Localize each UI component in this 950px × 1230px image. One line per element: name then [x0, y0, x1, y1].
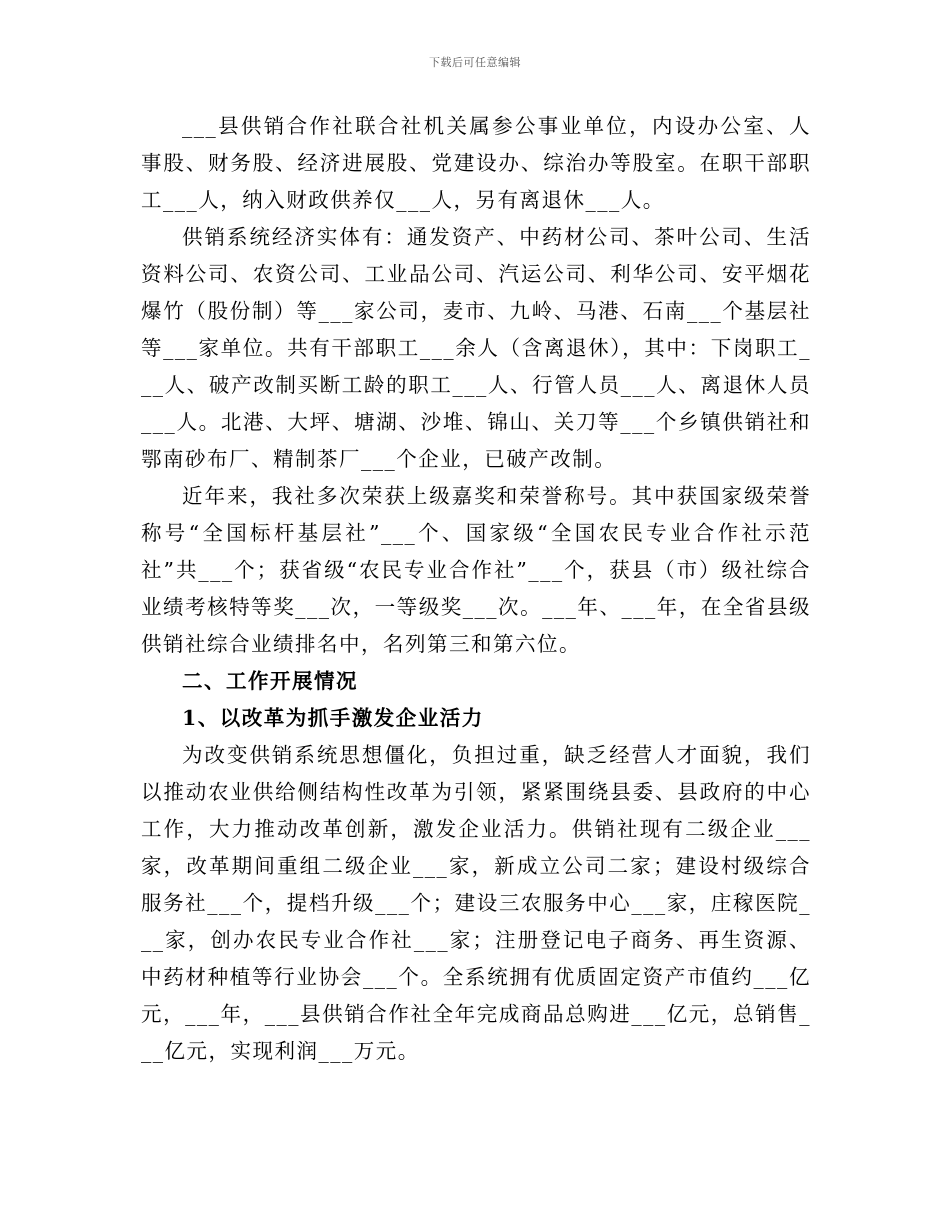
section-heading-work: 二、工作开展情况 [182, 669, 358, 693]
page-header-note: 下载后可任意编辑 [429, 56, 521, 69]
paragraph-honors: 近年来，我社多次荣获上级嘉奖和荣誉称号。其中获国家级荣誉称号“全国标杆基层社”___个、国家级“全国农民专业合作社示范社”共___个；获省级“农民专业合作社”___个，获县（市）级社综合业绩考核特等奖___次，一等级奖___次。___年、___年，在全省县级供销社综合业绩排名中，名列第三和第六位。 [141, 484, 811, 656]
subsection-heading-reform: 1、以改革为抓手激发企业活力 [182, 706, 484, 730]
document-body [141, 108, 811, 1070]
paragraph-organization: ___县供销合作社联合社机关属参公事业单位，内设办公室、人事股、财务股、经济进展股、党建设办、综治办等股室。在职干部职工___人，纳入财政供养仅___人，另有离退休___人。 [141, 114, 811, 212]
paragraph-reform: 为改变供销系统思想僵化，负担过重，缺乏经营人才面貌，我们以推动农业供给侧结构性改革为引领，紧紧围绕县委、县政府的中心工作，大力推动改革创新，激发企业活力。供销社现有二级企业___家，改革期间重组二级企业___家，新成立公司二家；建设村级综合服务社___个，提档升级___个；建设三农服务中心___家，庄稼医院___家，创办农民专业合作社___家；注册登记电子商务、再生资源、中药材种植等行业协会___个。全系统拥有优质固定资产市值约___亿元，___年，___县供销合作社全年完成商品总购进___亿元，总销售___亿元，实现利润___万元。 [141, 743, 811, 1063]
paragraph-economic-entities: 供销系统经济实体有：通发资产、中药材公司、茶叶公司、生活资料公司、农资公司、工业品公司、汽运公司、利华公司、安平烟花爆竹（股份制）等___家公司，麦市、九岭、马港、石南___个基层社等___家单位。共有干部职工___余人（含离退休），其中：下岗职工___人、破产改制买断工龄的职工___人、行管人员___人、离退休人员___人。北港、大坪、塘湖、沙堆、锦山、关刀等___个乡镇供销社和鄂南砂布厂、精制茶厂___个企业，已破产改制。 [141, 225, 811, 471]
